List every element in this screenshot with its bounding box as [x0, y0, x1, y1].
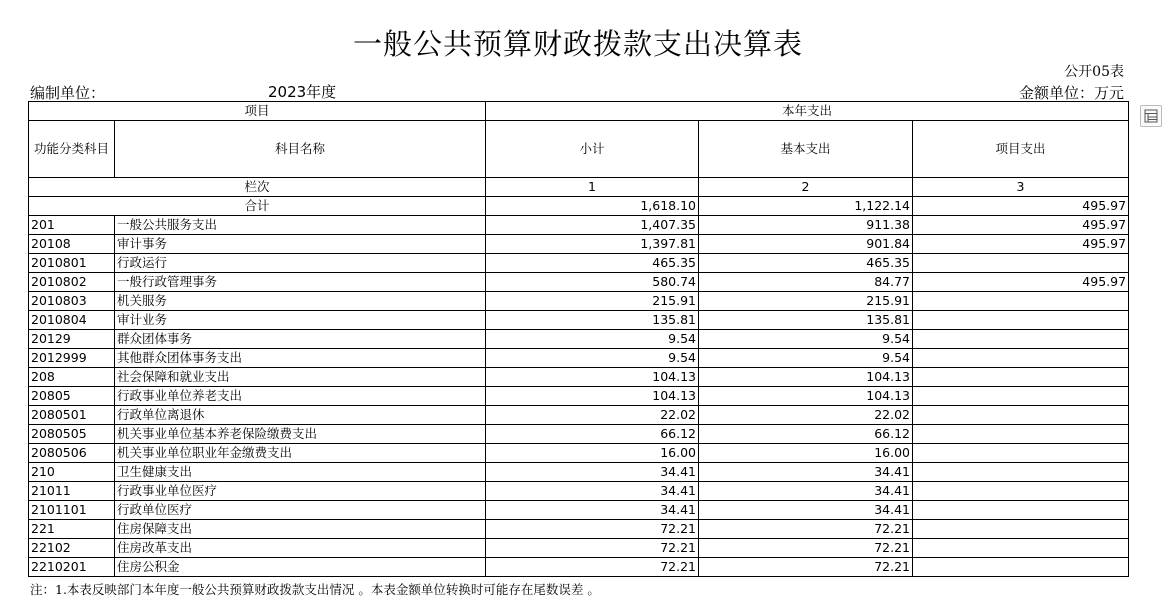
row-code: 20129: [29, 330, 115, 349]
row-code: 2010802: [29, 273, 115, 292]
row-subtotal: 34.41: [486, 482, 699, 501]
row-project: [913, 520, 1129, 539]
table-row: [29, 482, 1129, 501]
header-project: 项目: [29, 102, 486, 121]
table-row: [29, 406, 1129, 425]
row-subtotal: 34.41: [486, 463, 699, 482]
header-basic: 基本支出: [699, 121, 913, 178]
row-code: 2012999: [29, 349, 115, 368]
row-project: [913, 463, 1129, 482]
row-name: 审计业务: [115, 311, 486, 330]
header-row-1: [29, 102, 1129, 121]
row-name: 行政单位医疗: [115, 501, 486, 520]
row-name: 行政事业单位养老支出: [115, 387, 486, 406]
row-code: 208: [29, 368, 115, 387]
row-code: 2010804: [29, 311, 115, 330]
row-basic: 22.02: [699, 406, 913, 425]
row-basic: 34.41: [699, 482, 913, 501]
total-subtotal: 1,618.10: [486, 197, 699, 216]
total-label: 合计: [29, 197, 486, 216]
report-year: 2023年度: [268, 83, 337, 101]
total-row: [29, 197, 1129, 216]
row-code: 2010803: [29, 292, 115, 311]
row-name: 机关服务: [115, 292, 486, 311]
row-project: [913, 501, 1129, 520]
column-index-2: 2: [699, 178, 913, 197]
row-basic: 9.54: [699, 330, 913, 349]
row-project: [913, 406, 1129, 425]
page-title: 一般公共预算财政拨款支出决算表: [352, 27, 803, 61]
row-code: 20108: [29, 235, 115, 254]
table-row: [29, 558, 1129, 577]
table-row: [29, 330, 1129, 349]
table-row: [29, 273, 1129, 292]
row-code: 22102: [29, 539, 115, 558]
table-row: [29, 425, 1129, 444]
row-name: 审计事务: [115, 235, 486, 254]
row-project: [913, 539, 1129, 558]
row-basic: 72.21: [699, 539, 913, 558]
table-row: [29, 349, 1129, 368]
row-project: [913, 330, 1129, 349]
table-icon[interactable]: [1140, 105, 1162, 127]
row-subtotal: 34.41: [486, 501, 699, 520]
row-code: 2080506: [29, 444, 115, 463]
row-basic: 34.41: [699, 501, 913, 520]
row-code: 201: [29, 216, 115, 235]
row-code: 21011: [29, 482, 115, 501]
row-subtotal: 580.74: [486, 273, 699, 292]
table-row: [29, 254, 1129, 273]
amount-unit: 金额单位：万元: [1018, 84, 1124, 102]
column-index-1: 1: [486, 178, 699, 197]
header-subtotal: 小计: [486, 121, 699, 178]
row-project: [913, 349, 1129, 368]
row-name: 一般公共服务支出: [115, 216, 486, 235]
row-project: [913, 558, 1129, 577]
row-subtotal: 72.21: [486, 539, 699, 558]
row-basic: 215.91: [699, 292, 913, 311]
row-basic: 16.00: [699, 444, 913, 463]
row-project: [913, 444, 1129, 463]
row-subtotal: 1,407.35: [486, 216, 699, 235]
table-icon-glyph: [1144, 109, 1158, 123]
row-subtotal: 72.21: [486, 520, 699, 539]
row-name: 住房公积金: [115, 558, 486, 577]
row-project: 495.97: [913, 235, 1129, 254]
row-basic: 72.21: [699, 520, 913, 539]
row-basic: 135.81: [699, 311, 913, 330]
total-basic: 1,122.14: [699, 197, 913, 216]
row-basic: 901.84: [699, 235, 913, 254]
row-basic: 465.35: [699, 254, 913, 273]
prepared-by-label: 编制单位：: [30, 84, 106, 102]
footnote: 注：1.本表反映部门本年度一般公共预算财政拨款支出情况 。本表金额单位转换时可能存在尾数误差 。: [30, 582, 600, 597]
column-index-label: 栏次: [29, 178, 486, 197]
row-subtotal: 22.02: [486, 406, 699, 425]
row-project: [913, 425, 1129, 444]
header-row-2: [29, 121, 1129, 178]
row-name: 住房保障支出: [115, 520, 486, 539]
row-basic: 9.54: [699, 349, 913, 368]
row-subtotal: 9.54: [486, 330, 699, 349]
row-project: [913, 311, 1129, 330]
row-subtotal: 104.13: [486, 368, 699, 387]
total-project: 495.97: [913, 197, 1129, 216]
row-name: 群众团体事务: [115, 330, 486, 349]
row-name: 机关事业单位基本养老保险缴费支出: [115, 425, 486, 444]
row-code: 2080501: [29, 406, 115, 425]
row-subtotal: 465.35: [486, 254, 699, 273]
row-basic: 104.13: [699, 368, 913, 387]
row-code: 2101101: [29, 501, 115, 520]
row-project: [913, 368, 1129, 387]
table-row: [29, 368, 1129, 387]
table-row: [29, 311, 1129, 330]
column-index-row: [29, 178, 1129, 197]
row-name: 行政事业单位医疗: [115, 482, 486, 501]
table-row: [29, 520, 1129, 539]
table-row: [29, 501, 1129, 520]
row-name: 机关事业单位职业年金缴费支出: [115, 444, 486, 463]
row-name: 一般行政管理事务: [115, 273, 486, 292]
column-index-3: 3: [913, 178, 1129, 197]
table-row: [29, 444, 1129, 463]
row-project: [913, 482, 1129, 501]
form-number: 公开05表: [1064, 64, 1124, 80]
row-code: 2210201: [29, 558, 115, 577]
table-row: [29, 387, 1129, 406]
row-code: 2010801: [29, 254, 115, 273]
row-subtotal: 66.12: [486, 425, 699, 444]
row-project: 495.97: [913, 273, 1129, 292]
row-project: [913, 254, 1129, 273]
table-row: [29, 463, 1129, 482]
row-subtotal: 135.81: [486, 311, 699, 330]
row-project: [913, 387, 1129, 406]
row-subtotal: 16.00: [486, 444, 699, 463]
row-subtotal: 104.13: [486, 387, 699, 406]
table-row: [29, 216, 1129, 235]
row-project: 495.97: [913, 216, 1129, 235]
header-func-code: 功能分类科目: [29, 121, 115, 178]
row-code: 2080505: [29, 425, 115, 444]
row-basic: 911.38: [699, 216, 913, 235]
row-basic: 66.12: [699, 425, 913, 444]
row-name: 卫生健康支出: [115, 463, 486, 482]
row-name: 社会保障和就业支出: [115, 368, 486, 387]
table-row: [29, 235, 1129, 254]
row-code: 20805: [29, 387, 115, 406]
row-basic: 34.41: [699, 463, 913, 482]
row-project: [913, 292, 1129, 311]
header-current-year-expense: 本年支出: [486, 102, 1129, 121]
header-subject-name: 科目名称: [115, 121, 486, 178]
row-name: 行政单位离退休: [115, 406, 486, 425]
row-subtotal: 215.91: [486, 292, 699, 311]
row-name: 其他群众团体事务支出: [115, 349, 486, 368]
row-basic: 104.13: [699, 387, 913, 406]
row-name: 行政运行: [115, 254, 486, 273]
row-code: 210: [29, 463, 115, 482]
row-basic: 84.77: [699, 273, 913, 292]
row-subtotal: 9.54: [486, 349, 699, 368]
row-name: 住房改革支出: [115, 539, 486, 558]
row-code: 221: [29, 520, 115, 539]
row-basic: 72.21: [699, 558, 913, 577]
header-project-expense: 项目支出: [913, 121, 1129, 178]
expense-table: [28, 101, 1129, 577]
table-row: [29, 539, 1129, 558]
table-row: [29, 292, 1129, 311]
row-subtotal: 72.21: [486, 558, 699, 577]
row-subtotal: 1,397.81: [486, 235, 699, 254]
